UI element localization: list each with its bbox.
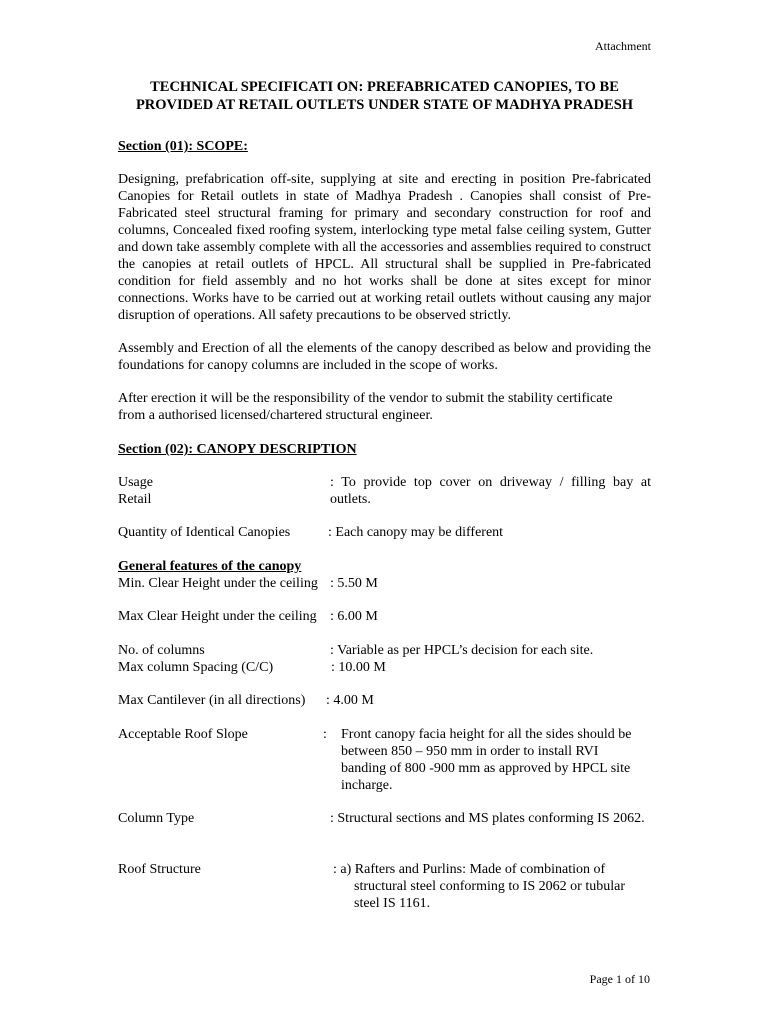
quantity-value: : Each canopy may be different — [328, 525, 504, 540]
roof-structure-value: structural steel conforming to IS 2062 or tubular steel IS 1161. — [354, 879, 625, 911]
usage-label: Usage — [118, 475, 153, 490]
page-number: Page 1 of 10 — [589, 972, 650, 986]
min-height-label: Min. Clear Height under the ceiling — [118, 576, 318, 591]
max-height-label: Max Clear Height under the ceiling — [118, 609, 317, 624]
usage-value-text: : To provide top cover on driveway / filling bay at outlets. — [330, 475, 651, 507]
cantilever-label: Max Cantilever (in all directions) — [118, 693, 306, 708]
page-title — [118, 78, 651, 114]
roof-slope-value: Front canopy facia height for all the sides should be between 850 – 950 mm in order to install RVI banding of 800 -900 mm as approved by HPCL site incharge. — [341, 727, 632, 793]
cantilever-value: : 4.00 M — [326, 693, 374, 708]
scope-paragraph-2: Assembly and Erection of all the elements of the canopy described as below and providing the foundations for canopy columns are included in the scope of works. — [118, 341, 651, 373]
spacing-label: Max column Spacing (C/C) — [118, 660, 274, 675]
columns-label: No. of columns — [118, 643, 205, 658]
general-features-heading: General features of the canopy — [118, 559, 302, 574]
roof-structure-prefix: : a) Rafters and Purlins: Made of combination of — [333, 862, 606, 877]
scope-paragraph-3-line-2: from a authorised licensed/chartered structural engineer. — [118, 408, 433, 423]
max-height-value: : 6.00 M — [330, 609, 378, 624]
roof-slope-colon: : — [323, 727, 327, 742]
title-line-2: PROVIDED AT RETAIL OUTLETS UNDER STATE OF MADHYA PRADESH — [135, 97, 634, 113]
roof-slope-label: Acceptable Roof Slope — [118, 727, 248, 742]
columns-value: : Variable as per HPCL’s decision for each site. — [330, 643, 594, 658]
spacing-value: : 10.00 M — [331, 660, 386, 675]
section-1-heading: Section (01): SCOPE: — [118, 139, 248, 154]
usage-label-retail: Retail — [118, 492, 152, 507]
usage-value — [330, 474, 651, 508]
section-2-heading: Section (02): CANOPY DESCRIPTION — [118, 442, 357, 457]
column-type-value: : Structural sections and MS plates conforming IS 2062. — [330, 811, 645, 826]
title-line-1: TECHNICAL SPECIFICATI ON: PREFABRICATED CANOPIES, TO BE — [150, 79, 619, 95]
column-type-label: Column Type — [118, 811, 195, 826]
scope-paragraph-1: Designing, prefabrication off-site, supplying at site and erecting in position Pre-fabricated Canopies for Retail outlets in state of Madhya Pradesh . Canopies shall consist of Pre-Fabricated steel structural framing for primary and secondary construction for roof and columns, Concealed fixed roofing system, interlocking type metal false ceiling system, Gutter and down take assembly complete with all the accessories and assemblies required to construct the canopies at retail outlets of HPCL. All structural shall be supplied in Pre-fabricated condition for field assembly and no hot works shall be done at sites except for minor connections. Works have to be carried out at working retail outlets without causing any major disruption of operations. All safety precautions to be observed strictly. — [118, 172, 651, 323]
min-height-value: : 5.50 M — [330, 576, 378, 591]
scope-paragraph-3-line-1: After erection it will be the responsibility of the vendor to submit the stability certificate — [118, 391, 613, 406]
attachment-label: Attachment — [595, 39, 651, 53]
quantity-label: Quantity of Identical Canopies — [118, 525, 291, 540]
roof-structure-label: Roof Structure — [118, 862, 201, 877]
